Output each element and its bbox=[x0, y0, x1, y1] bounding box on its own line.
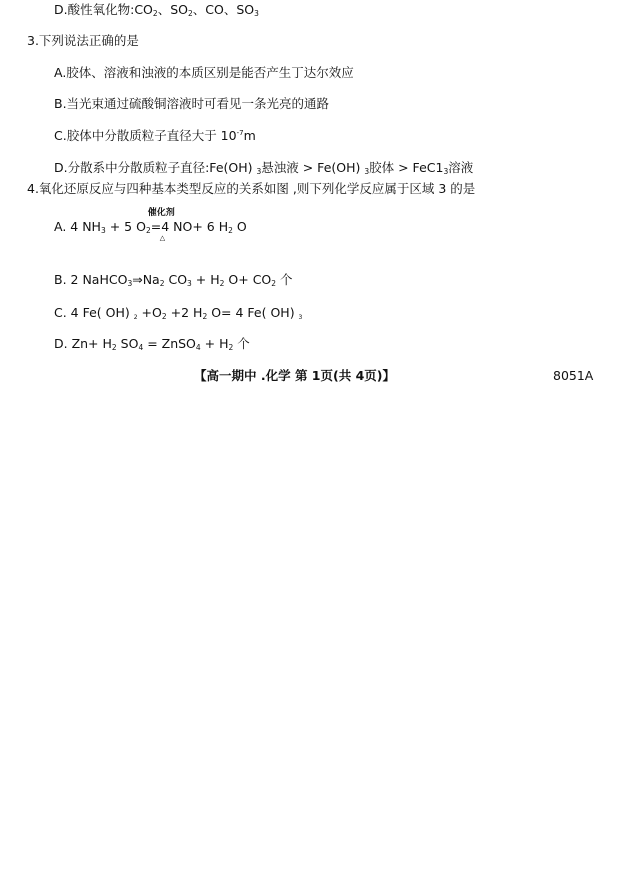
formula: SO bbox=[170, 2, 188, 17]
subscript: 2 bbox=[152, 9, 158, 18]
subscript: 2 bbox=[228, 226, 233, 235]
unit: m bbox=[243, 128, 256, 143]
subscript: 3 bbox=[256, 167, 262, 176]
q4-stem: 4.氧化还原反应与四种基本类型反应的关系如图 ,则下列化学反应属于区域 3 的是 bbox=[27, 181, 476, 196]
text-part: +2 H bbox=[166, 305, 203, 320]
q2-option-d-text: 酸性氧化物: bbox=[67, 2, 135, 17]
text-part: 悬浊液 > Fe(OH) bbox=[261, 160, 365, 175]
subscript: 2 bbox=[145, 226, 151, 235]
subscript: 2 bbox=[161, 312, 167, 321]
separator: 、 bbox=[223, 2, 237, 17]
separator: 、 bbox=[157, 2, 171, 17]
text-part: + H bbox=[191, 272, 220, 287]
subscript: 2 bbox=[271, 279, 277, 288]
subscript: 3 bbox=[127, 279, 133, 288]
q3-option-c-text: C.胶体中分散质粒子直径大于 10 bbox=[54, 128, 237, 143]
subscript: 2 bbox=[111, 343, 117, 352]
text-part: 个 bbox=[276, 272, 293, 287]
separator: 、 bbox=[192, 2, 206, 17]
equals-sign: = bbox=[150, 219, 162, 234]
subscript: 3 bbox=[364, 167, 370, 176]
q4-option-c bbox=[54, 305, 302, 324]
formula: SO bbox=[236, 2, 255, 17]
text-part: O= 4 Fe( OH) bbox=[207, 305, 299, 320]
subscript: 2 bbox=[159, 279, 165, 288]
q4-option-b bbox=[54, 272, 293, 290]
subscript: 3 bbox=[298, 314, 303, 321]
q4-option-a bbox=[54, 208, 247, 242]
text-part: C. 4 Fe( OH) bbox=[54, 305, 134, 320]
catalyst-label: 催化剂 bbox=[147, 208, 175, 218]
formula: CO bbox=[205, 2, 224, 17]
text-part: SO bbox=[116, 336, 139, 351]
text-part: Na bbox=[142, 272, 160, 287]
reaction-condition bbox=[147, 208, 175, 242]
q2-option-d bbox=[54, 2, 259, 20]
text-part: A. 4 NH bbox=[54, 219, 101, 234]
text-part: B. 2 NaHCO bbox=[54, 272, 128, 287]
formula: CO bbox=[134, 2, 153, 17]
exponent: -7 bbox=[236, 129, 244, 137]
subscript: 4 bbox=[195, 343, 201, 352]
subscript: 2 bbox=[133, 314, 138, 321]
subscript: 3 bbox=[100, 226, 106, 235]
subscript: 2 bbox=[219, 279, 225, 288]
text-part: 个 bbox=[233, 336, 250, 351]
q2-option-d-label: D. bbox=[54, 2, 68, 17]
text-part: O+ CO bbox=[224, 272, 272, 287]
subscript: 3 bbox=[443, 167, 449, 176]
page-footer: 【高一期中 .化学 第 1页(共 4页)】 bbox=[194, 368, 395, 383]
text-part: CO bbox=[164, 272, 188, 287]
subscript: 2 bbox=[187, 9, 193, 18]
exam-code: 8051A bbox=[553, 368, 594, 383]
q3-option-d bbox=[54, 160, 473, 178]
subscript: 4 bbox=[138, 343, 144, 352]
text-part: = ZnSO bbox=[143, 336, 196, 351]
q3-option-b: B.当光束通过硫酸铜溶液时可看见一条光亮的通路 bbox=[54, 96, 330, 111]
text-part: D.分散系中分散质粒子直径:Fe(OH) bbox=[54, 160, 257, 175]
q3-option-a: A.胶体、溶液和浊液的本质区别是能否产生丁达尔效应 bbox=[54, 65, 354, 80]
text-part: 4 NO+ 6 H bbox=[161, 219, 229, 234]
subscript: 2 bbox=[228, 343, 234, 352]
arrow-symbol: ⇒ bbox=[132, 272, 143, 287]
text-part: 溶液 bbox=[448, 160, 474, 175]
text-part: + H bbox=[200, 336, 229, 351]
q3-stem: 3.下列说法正确的是 bbox=[27, 33, 139, 48]
text-part: + 5 O bbox=[105, 219, 146, 234]
text-part: 胶体 > FeC1 bbox=[369, 160, 444, 175]
subscript: 2 bbox=[202, 312, 208, 321]
q4-option-d bbox=[54, 336, 250, 354]
q3-option-c bbox=[54, 128, 256, 146]
subscript: 3 bbox=[254, 9, 259, 18]
text-part: O bbox=[232, 219, 247, 234]
text-part: D. Zn+ H bbox=[54, 336, 112, 351]
subscript: 3 bbox=[187, 279, 192, 288]
heat-symbol: △ bbox=[159, 234, 166, 242]
text-part: +O bbox=[137, 305, 162, 320]
